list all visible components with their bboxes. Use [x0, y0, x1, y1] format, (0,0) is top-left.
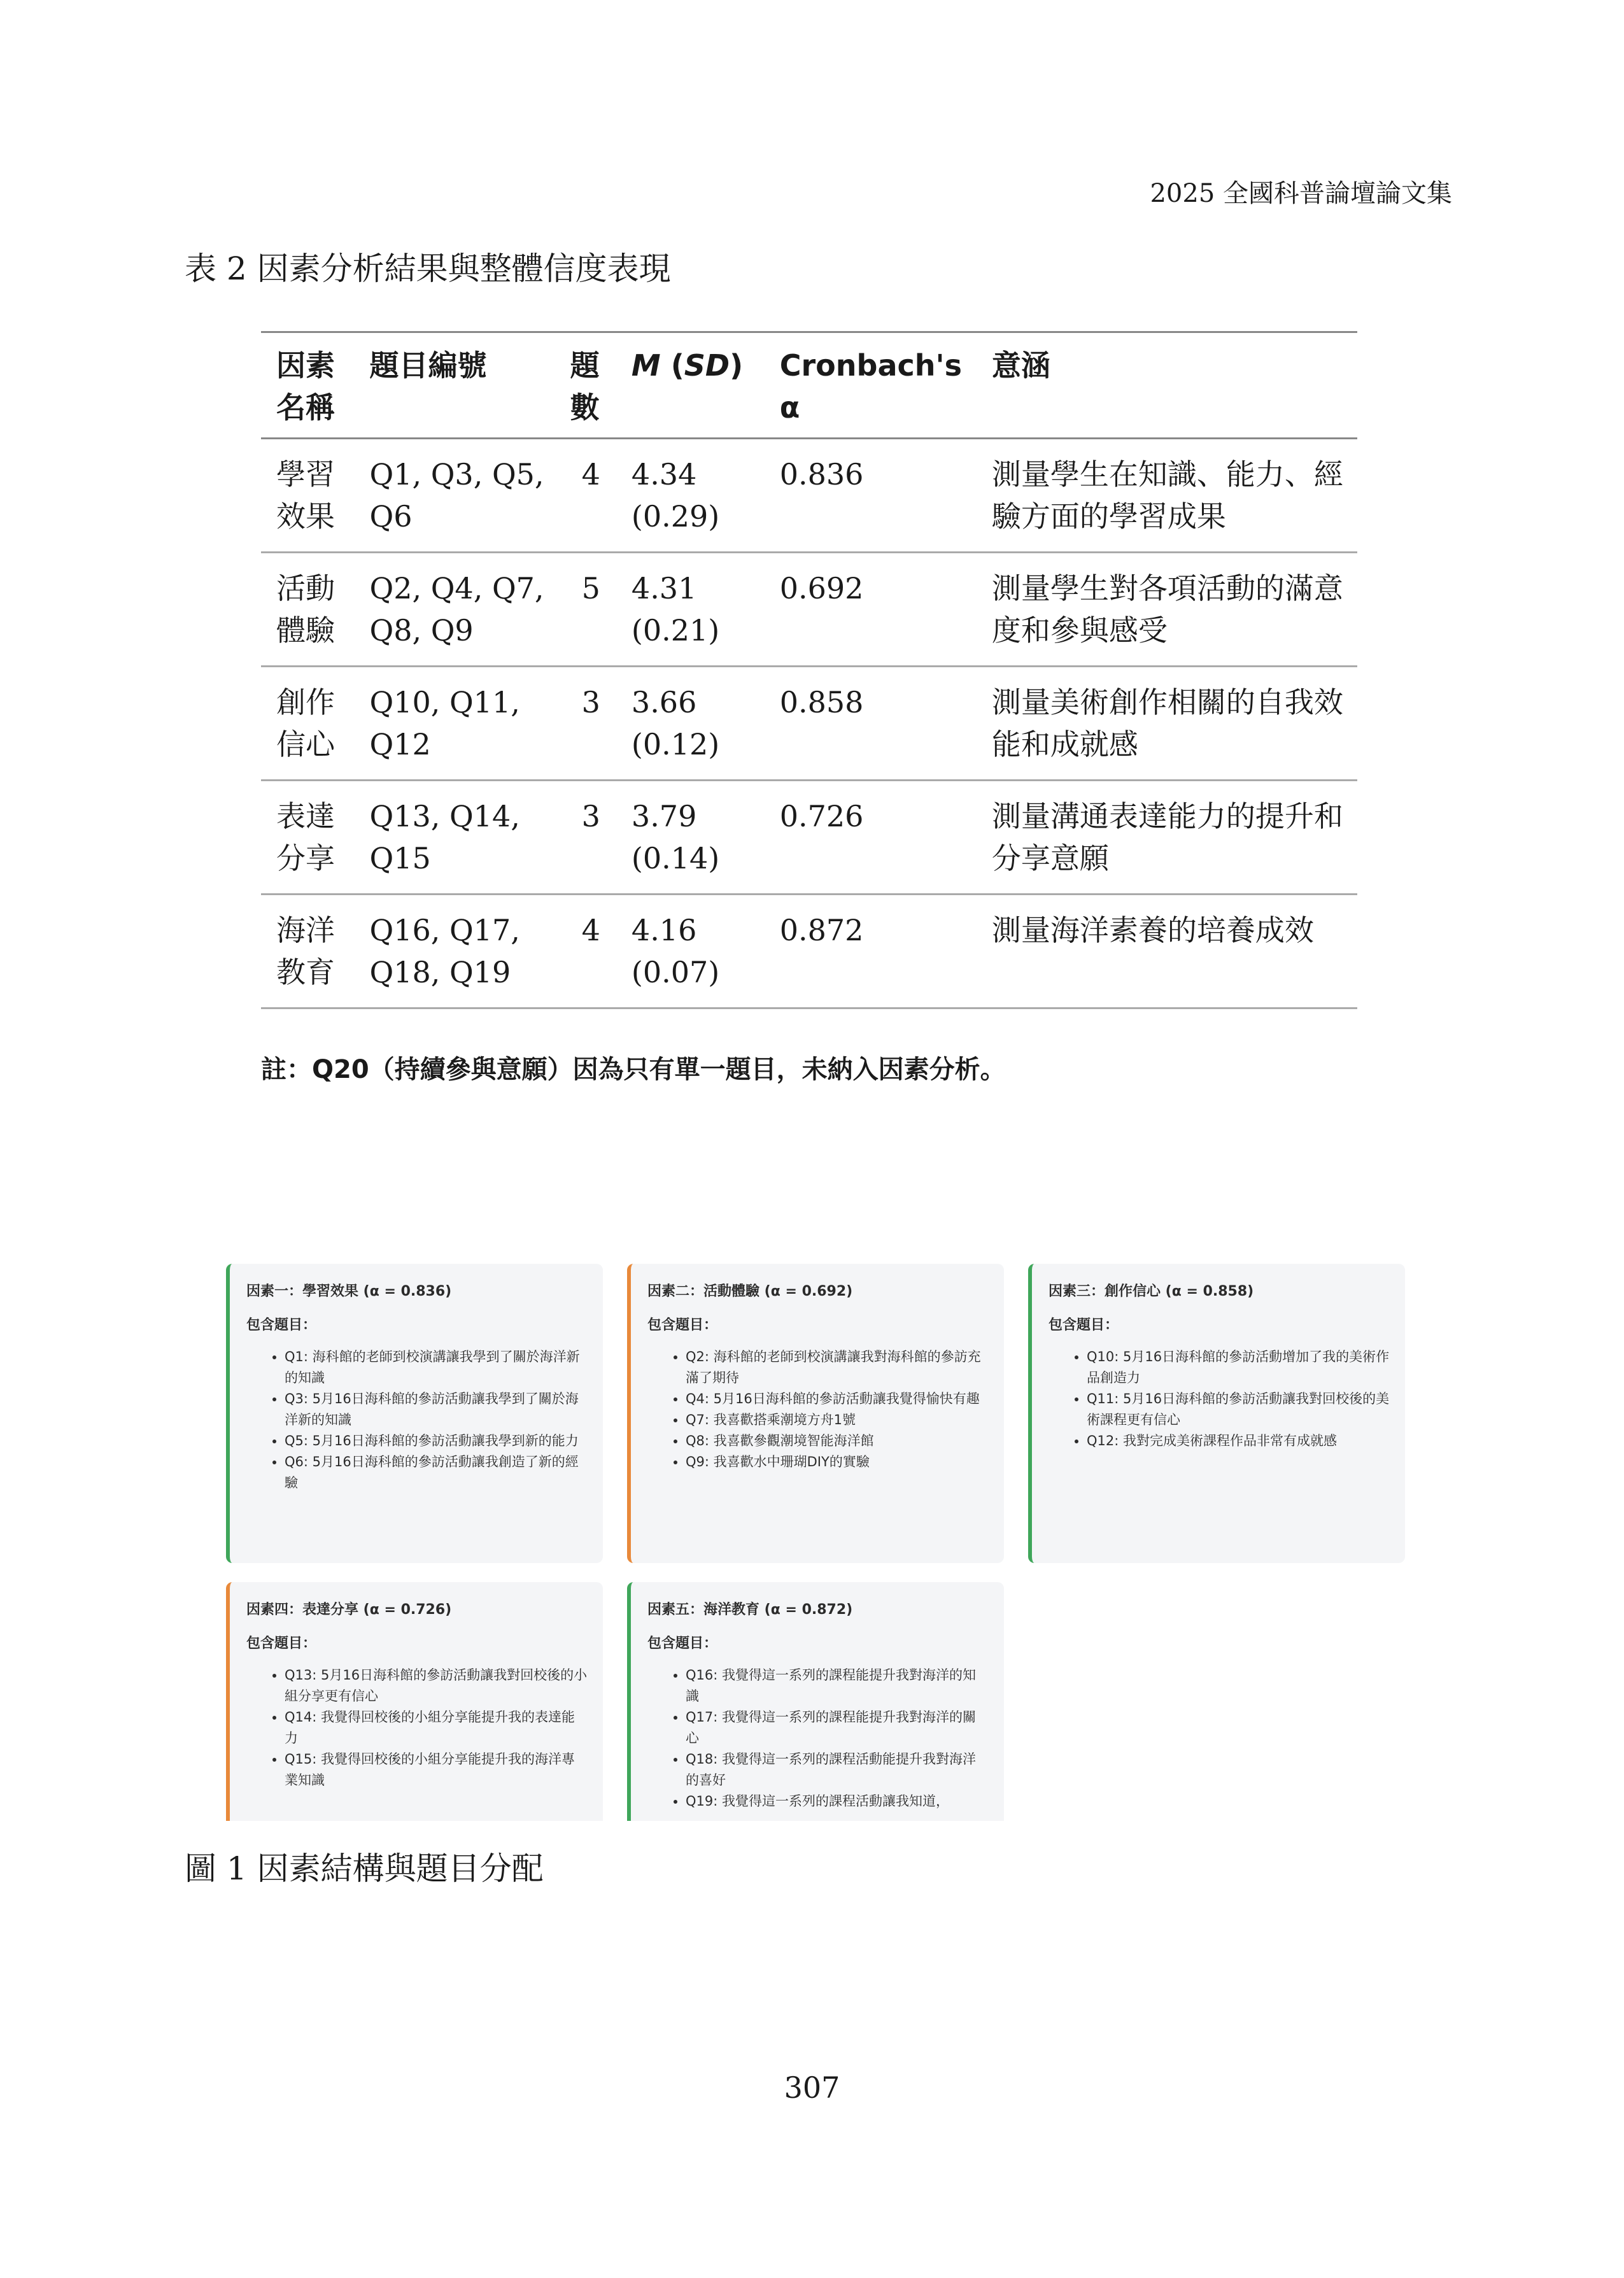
list-item: • Q16: 我覺得這一系列的課程能提升我對海洋的知識 — [686, 1665, 989, 1707]
factor-card-3 — [1028, 1264, 1405, 1563]
item-count: 5 — [581, 571, 600, 605]
mean-sd — [616, 439, 765, 553]
mean-value: 3.66 — [631, 685, 697, 719]
header-meaning: 意涵 — [991, 348, 1050, 383]
factor-name: 學習效果 — [276, 457, 335, 534]
item-count: 3 — [581, 685, 600, 719]
mean-sd — [616, 895, 765, 1008]
factor-analysis-table — [261, 331, 1357, 1009]
meaning: 測量學生對各項活動的滿意度和參與感受 — [991, 571, 1343, 647]
item-count: 4 — [581, 457, 600, 492]
figure-caption: 圖 1 因素結構與題目分配 — [185, 1850, 544, 1887]
list-item: • Q7: 我喜歡搭乘潮境方舟1號 — [686, 1410, 989, 1431]
item-count: 4 — [581, 913, 600, 947]
alpha-value: 0.872 — [779, 913, 864, 947]
factor-card-4 — [226, 1582, 603, 1821]
header-factor-name: 因素名稱 — [276, 348, 335, 425]
card-item-list — [1049, 1347, 1390, 1452]
header-cronbach-alpha: Cronbach's α — [779, 348, 962, 425]
card-title: 因素五：海洋教育 (α = 0.872) — [647, 1602, 853, 1618]
list-item: • Q6: 5月16日海科館的參訪活動讓我創造了新的經驗 — [285, 1452, 588, 1494]
list-item: • Q15: 我覺得回校後的小組分享能提升我的海洋專業知識 — [285, 1749, 588, 1791]
header-item-numbers: 題目編號 — [369, 348, 487, 383]
meaning: 測量美術創作相關的自我效能和成就感 — [991, 685, 1343, 761]
list-item: • Q18: 我覺得這一系列的課程活動能提升我對海洋的喜好 — [686, 1749, 989, 1791]
list-item: • Q5: 5月16日海科館的參訪活動讓我學到新的能力 — [285, 1431, 588, 1452]
alpha-value: 0.692 — [779, 571, 864, 605]
list-item: • Q1: 海科館的老師到校演講讓我學到了關於海洋新的知識 — [285, 1347, 588, 1389]
list-item: • Q19: 我覺得這一系列的課程活動讓我知道， — [686, 1791, 989, 1812]
mean-value: 4.34 — [631, 457, 697, 492]
list-item: • Q14: 我覺得回校後的小組分享能提升我的表達能力 — [285, 1707, 588, 1749]
sd-value: (0.29) — [631, 499, 720, 534]
factor-name: 表達分享 — [276, 799, 335, 875]
list-item: • Q10: 5月16日海科館的參訪活動增加了我的美術作品創造力 — [1087, 1347, 1390, 1389]
mean-value: 3.79 — [631, 799, 697, 833]
factor-name: 海洋教育 — [276, 913, 335, 989]
table-row — [261, 667, 1357, 781]
table-caption: 表 2 因素分析結果與整體信度表現 — [185, 250, 671, 287]
card-item-list — [647, 1347, 989, 1473]
mean-value: 4.16 — [631, 913, 697, 947]
card-title: 因素四：表達分享 (α = 0.726) — [246, 1602, 452, 1618]
item-numbers: Q1, Q3, Q5, Q6 — [369, 457, 544, 534]
list-item: • Q12: 我對完成美術課程作品非常有成就感 — [1087, 1431, 1390, 1452]
item-numbers: Q10, Q11, Q12 — [369, 685, 520, 761]
list-item: • Q2: 海科館的老師到校演講讓我對海科館的參訪充滿了期待 — [686, 1347, 989, 1389]
sd-value: (0.21) — [631, 613, 720, 647]
list-item: • Q8: 我喜歡參觀潮境智能海洋館 — [686, 1431, 989, 1452]
factor-structure-figure — [226, 1264, 1410, 1821]
table-header-row — [261, 332, 1357, 439]
card-title: 因素二：活動體驗 (α = 0.692) — [647, 1284, 853, 1299]
factor-card-5 — [627, 1582, 1004, 1821]
card-include-label: 包含題目： — [647, 1636, 718, 1652]
mean-sd — [616, 781, 765, 895]
table-row — [261, 781, 1357, 895]
list-item: • Q13: 5月16日海科館的參訪活動讓我對回校後的小組分享更有信心 — [285, 1665, 588, 1707]
running-header: 2025 全國科普論壇論文集 — [1150, 179, 1452, 208]
factor-name: 創作信心 — [276, 685, 335, 761]
sd-value: (0.12) — [631, 727, 720, 761]
table-row — [261, 553, 1357, 667]
mean-sd — [616, 667, 765, 781]
card-title: 因素一：學習效果 (α = 0.836) — [246, 1284, 452, 1299]
mean-value: 4.31 — [631, 571, 697, 605]
alpha-value: 0.858 — [779, 685, 864, 719]
card-item-list — [246, 1347, 588, 1494]
alpha-value: 0.726 — [779, 799, 864, 833]
table-row — [261, 895, 1357, 1008]
card-item-list — [647, 1665, 989, 1812]
alpha-value: 0.836 — [779, 457, 864, 492]
meaning: 測量學生在知識、能力、經驗方面的學習成果 — [991, 457, 1343, 534]
list-item: • Q9: 我喜歡水中珊瑚DIY的實驗 — [686, 1452, 989, 1473]
header-mean-sd: M (SD) — [631, 348, 744, 383]
factor-name: 活動體驗 — [276, 571, 335, 647]
item-numbers: Q16, Q17, Q18, Q19 — [369, 913, 520, 989]
header-item-count: 題數 — [570, 348, 600, 425]
card-include-label: 包含題目： — [647, 1317, 718, 1333]
list-item: • Q3: 5月16日海科館的參訪活動讓我學到了關於海洋新的知識 — [285, 1389, 588, 1431]
card-include-label: 包含題目： — [1049, 1317, 1119, 1333]
card-title: 因素三：創作信心 (α = 0.858) — [1049, 1284, 1254, 1299]
page-number: 307 — [784, 2070, 840, 2105]
item-numbers: Q13, Q14, Q15 — [369, 799, 520, 875]
list-item: • Q4: 5月16日海科館的參訪活動讓我覺得愉快有趣 — [686, 1389, 989, 1410]
item-count: 3 — [581, 799, 600, 833]
meaning: 測量海洋素養的培養成效 — [991, 913, 1314, 947]
meaning: 測量溝通表達能力的提升和分享意願 — [991, 799, 1343, 875]
card-include-label: 包含題目： — [246, 1636, 317, 1652]
item-numbers: Q2, Q4, Q7, Q8, Q9 — [369, 571, 544, 647]
table-row — [261, 439, 1357, 553]
sd-value: (0.14) — [631, 841, 720, 875]
list-item: • Q17: 我覺得這一系列的課程能提升我對海洋的關心 — [686, 1707, 989, 1749]
factor-card-1 — [226, 1264, 603, 1563]
card-item-list — [246, 1665, 588, 1791]
list-item: • Q11: 5月16日海科館的參訪活動讓我對回校後的美術課程更有信心 — [1087, 1389, 1390, 1431]
factor-card-2 — [627, 1264, 1004, 1563]
mean-sd — [616, 553, 765, 667]
sd-value: (0.07) — [631, 955, 720, 989]
table-note: 註：Q20（持續參與意願）因為只有單一題目，未納入因素分析。 — [261, 1055, 1006, 1084]
card-include-label: 包含題目： — [246, 1317, 317, 1333]
